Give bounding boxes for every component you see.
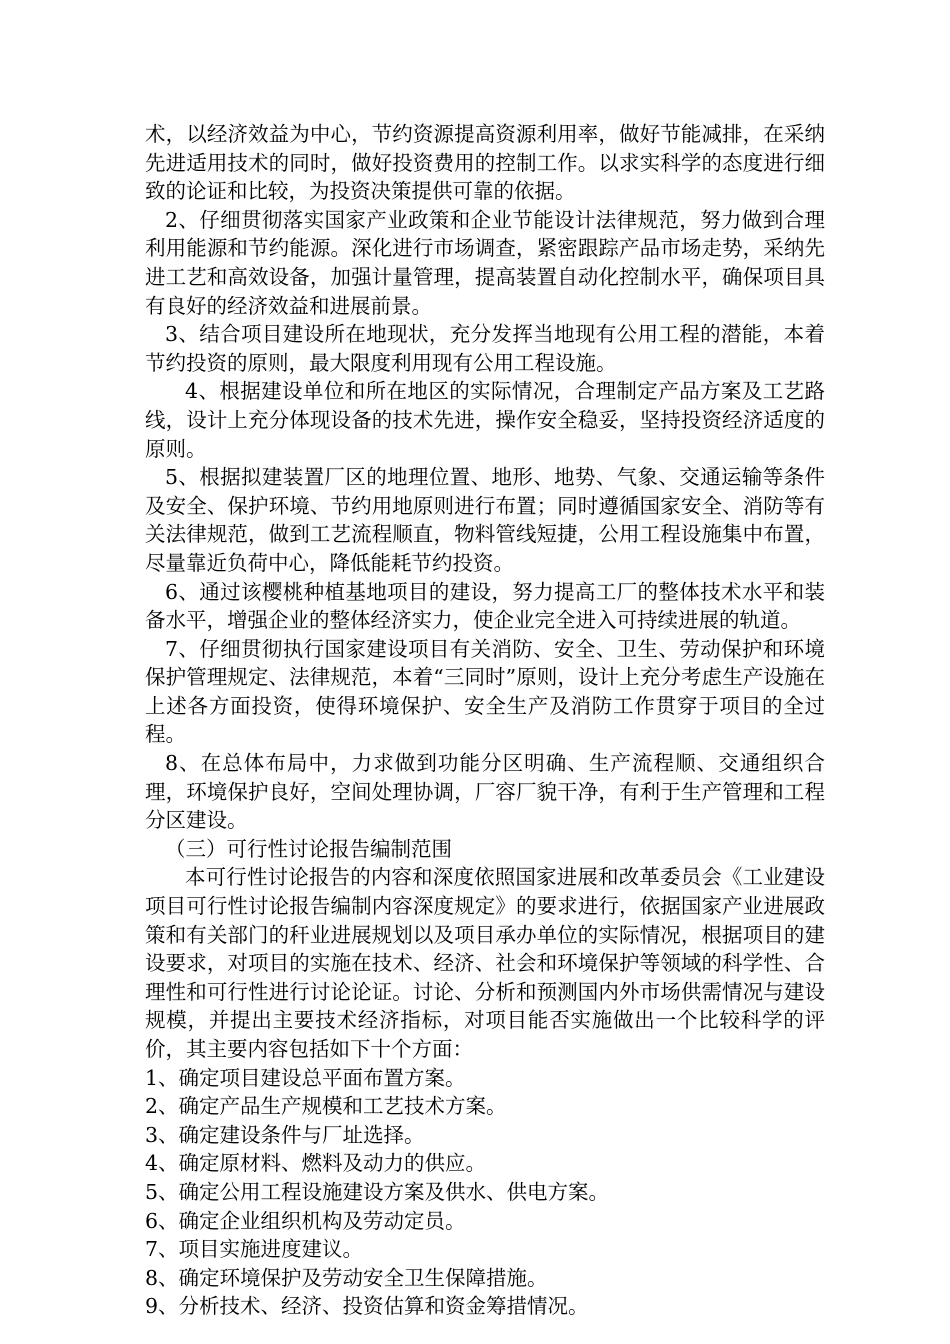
paragraph-principle-4: 4、根据建设单位和所在地区的实际情况，合理制定产品方案及工艺路线，设计上充分体现设备的技术先进，操作安全稳妥，坚持投资经济适度的原则。: [145, 379, 825, 461]
paragraph-principle-7: 7、仔细贯彻执行国家建设项目有关消防、安全、卫生、劳动保护和环境保护管理规定、法律规范，本着“三同时”原则，设计上充分考虑生产设施在上述各方面投资，使得环境保护、安全生产及消防工作贯穿于项目的全过程。: [145, 636, 825, 747]
list-item: 4、确定原材料、燃料及动力的供应。: [145, 1151, 487, 1176]
list-item: 9、分析技术、经济、投资估算和资金筹措情况。: [145, 1294, 589, 1319]
paragraph-principle-8: 8、在总体布局中，力求做到功能分区明确、生产流程顺、交通组织合理，环境保护良好，空间处理协调，厂容厂貌干净，有利于生产管理和工程分区建设。: [145, 751, 825, 833]
paragraph-principle-3: 3、结合项目建设所在地现状，充分发挥当地现有公用工程的潜能，本着节约投资的原则，最大限度利用现有公用工程设施。: [145, 322, 825, 375]
paragraph-principle-5: 5、根据拟建装置厂区的地理位置、地形、地势、气象、交通运输等条件及安全、保护环境、节约用地原则进行布置；同时遵循国家安全、消防等有关法律规范，做到工艺流程顺直，物料管线短捷，公用工程设施集中布置，尽量靠近负荷中心，降低能耗节约投资。: [145, 465, 825, 575]
list-item: 1、确定项目建设总平面布置方案。: [145, 1065, 466, 1090]
section-heading: （三）可行性讨论报告编制范围: [165, 836, 452, 861]
document-body: [145, 120, 825, 1321]
paragraph-continuation: 术，以经济效益为中心，节约资源提高资源利用率，做好节能减排，在采纳先进适用技术的同时，做好投资费用的控制工作。以求实科学的态度进行细致的论证和比较，为投资决策提供可靠的依据。: [145, 122, 825, 204]
list-item: 7、项目实施进度建议。: [145, 1237, 364, 1262]
paragraph-principle-2: 2、仔细贯彻落实国家产业政策和企业节能设计法律规范，努力做到合理利用能源和节约能源。深化进行市场调查，紧密跟踪产品市场走势，采纳先进工艺和高效设备，加强计量管理，提高装置自动化控制水平，确保项目具有良好的经济效益和进展前景。: [145, 207, 825, 318]
list-item: 8、确定环境保护及劳动安全卫生保障措施。: [145, 1265, 548, 1290]
list-item: 5、确定公用工程设施建设方案及供水、供电方案。: [145, 1179, 610, 1204]
list-item: 3、确定建设条件与厂址选择。: [145, 1122, 425, 1147]
paragraph-scope: 本可行性讨论报告的内容和深度依照国家进展和改革委员会《工业建设项目可行性讨论报告编制内容深度规定》的要求进行，依据国家产业进展政策和有关部门的秆业进展规划以及项目承办单位的实际情况，根据项目的建设要求，对项目的实施在技术、经济、社会和环境保护等领域的科学性、合理性和可行性进行讨论论证。讨论、分析和预测国内外市场供需情况与建设规模，并提出主要技术经济指标，对项目能否实施做出一个比较科学的评价，其主要内容包括如下十个方面：: [145, 865, 825, 1061]
list-item: 2、确定产品生产规模和工艺技术方案。: [145, 1094, 507, 1119]
paragraph-principle-6: 6、通过该樱桃种植基地项目的建设，努力提高工厂的整体技术水平和装备水平，增强企业的整体经济实力，使企业完全进入可持续进展的轨道。: [145, 579, 825, 633]
list-item: 6、确定企业组织机构及劳动定员。: [145, 1208, 466, 1233]
